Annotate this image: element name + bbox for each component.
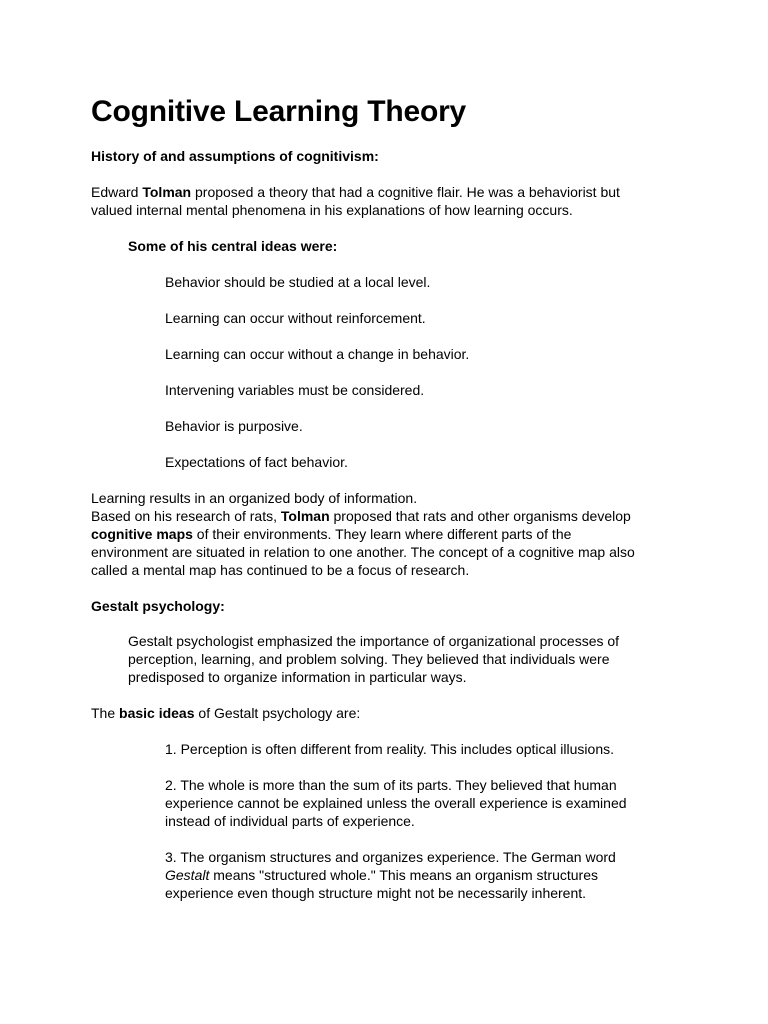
history-heading: History of and assumptions of cognitivism: (91, 148, 379, 164)
basic-idea-item-2-line: experience cannot be explained unless the overall experience is examined (165, 795, 627, 811)
central-idea-item: Learning can occur without a change in behavior. (165, 346, 470, 362)
central-idea-item: Behavior is purposive. (165, 418, 303, 434)
cognitive-maps-term: cognitive maps (91, 526, 193, 542)
central-idea-item: Learning can occur without reinforcement. (165, 310, 426, 326)
tolman-name: Tolman (280, 508, 330, 524)
basic-idea-item-3-line-2: Gestalt means "structured whole." This means an organism structures (165, 867, 598, 883)
basic-idea-item-3-line-3: experience even though structure might not be necessarily inherent. (165, 885, 587, 901)
research-line-3: cognitive maps of their environments. They learn where different parts of the (91, 526, 572, 542)
basic-idea-item-2-line: instead of individual parts of experience. (165, 813, 415, 829)
basic-idea-item-3-line-1: 3. The organism structures and organizes experience. The German word (165, 849, 616, 865)
central-ideas-heading: Some of his central ideas were: (128, 238, 338, 254)
central-idea-item: Intervening variables must be considered. (165, 382, 425, 398)
intro-line-1: Edward Tolman proposed a theory that had a cognitive flair. He was a behaviorist but (91, 184, 620, 200)
research-line-2: Based on his research of rats, Tolman proposed that rats and other organisms develop (91, 508, 631, 524)
basic-idea-item-1: 1. Perception is often different from reality. This includes optical illusions. (165, 741, 614, 757)
gestalt-paragraph-line: Gestalt psychologist emphasized the importance of organizational processes of (128, 633, 620, 649)
central-idea-item: Behavior should be studied at a local level. (165, 274, 431, 290)
research-line-1: Learning results in an organized body of information. (91, 490, 418, 506)
research-line-4: environment are situated in relation to one another. The concept of a cognitive map also (91, 544, 635, 560)
intro-line-2: valued internal mental phenomena in his explanations of how learning occurs. (91, 202, 573, 218)
basic-ideas-intro: The basic ideas of Gestalt psychology are: (91, 705, 361, 721)
basic-ideas-term: basic ideas (119, 705, 195, 721)
gestalt-heading: Gestalt psychology: (91, 598, 225, 614)
research-line-5: called a mental map has continued to be a focus of research. (91, 562, 470, 578)
tolman-name: Tolman (142, 184, 192, 200)
gestalt-term: Gestalt (165, 867, 210, 883)
central-idea-item: Expectations of fact behavior. (165, 454, 348, 470)
gestalt-paragraph-line: predisposed to organize information in particular ways. (128, 669, 467, 685)
document-title: Cognitive Learning Theory (91, 95, 467, 128)
gestalt-paragraph-line: perception, learning, and problem solving. They believed that individuals were (128, 651, 610, 667)
basic-idea-item-2-line: 2. The whole is more than the sum of its parts. They believed that human (165, 777, 617, 793)
